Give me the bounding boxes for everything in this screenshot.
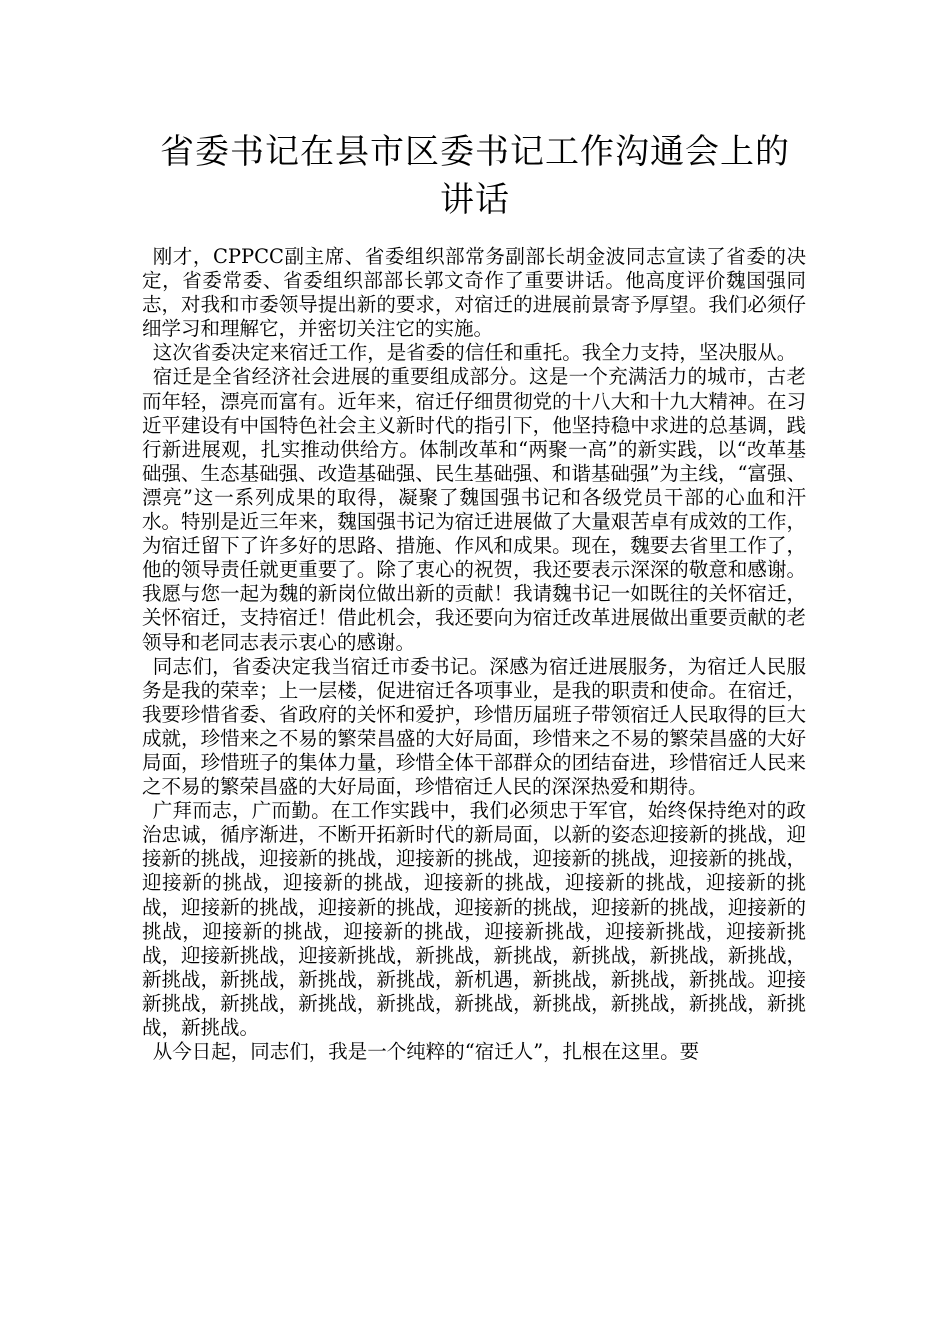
title-line-2: 讲话 [440,180,510,220]
paragraph: 刚才，CPPCC副主席、省委组织部常务副部长胡金波同志宣读了省委的决定，省委常委、省委组织部部长郭文奇作了重要讲话。他高度评价魏国强同志，对我和市委领导提出新的要求，对宿迁的进展前景寄予厚望。我们必须仔细学习和理解它，并密切关注它的实施。 [142,245,806,341]
document-body [142,245,806,1064]
paragraph: 宿迁是全省经济社会进展的重要组成部分。这是一个充满活力的城市，古老而年轻，漂亮而富有。近年来，宿迁仔细贯彻党的十八大和十九大精神。在习近平建设有中国特色社会主义新时代的指引下，他坚持稳中求进的总基调，践行新进展观，扎实推动供给方。体制改革和“两聚一高”的新实践，以“改革基础强、生态基础强、改造基础强、民生基础强、和谐基础强”为主线，“富强、漂亮”这一系列成果的取得，凝聚了魏国强书记和各级党员干部的心血和汗水。特别是近三年来，魏国强书记为宿迁进展做了大量艰苦卓有成效的工作，为宿迁留下了许多好的思路、措施、作风和成果。现在，魏要去省里工作了，他的领导责任就更重要了。除了衷心的祝贺，我还要表示深深的敬意和感谢。我愿与您一起为魏的新岗位做出新的贡献！我请魏书记一如既往的关怀宿迁，关怀宿迁，支持宿迁！借此机会，我还要向为宿迁改革进展做出重要贡献的老领导和老同志表示衷心的感谢。 [142,365,806,654]
paragraph: 广拜而志，广而勤。在工作实践中，我们必须忠于军官，始终保持绝对的政治忠诚，循序渐进，不断开拓新时代的新局面，以新的姿态迎接新的挑战，迎接新的挑战，迎接新的挑战，迎接新的挑战，迎接新的挑战，迎接新的挑战，迎接新的挑战，迎接新的挑战，迎接新的挑战，迎接新的挑战，迎接新的挑战，迎接新的挑战，迎接新的挑战，迎接新的挑战，迎接新的挑战，迎接新的挑战，迎接新的挑战，迎接新的挑战，迎接新挑战，迎接新挑战，迎接新挑战，迎接新挑战，迎接新挑战，新挑战，新挑战，新挑战，新挑战，新挑战，新挑战，新挑战，新挑战，新挑战，新机遇，新挑战，新挑战，新挑战。迎接新挑战，新挑战，新挑战，新挑战，新挑战，新挑战，新挑战，新挑战，新挑战，新挑战。 [142,799,806,1039]
paragraph: 同志们，省委决定我当宿迁市委书记。深感为宿迁进展服务，为宿迁人民服务是我的荣幸；上一层楼，促进宿迁各项事业，是我的职责和使命。在宿迁，我要珍惜省委、省政府的关怀和爱护，珍惜历届班子带领宿迁人民取得的巨大成就，珍惜来之不易的繁荣昌盛的大好局面，珍惜来之不易的繁荣昌盛的大好局面，珍惜班子的集体力量，珍惜全体干部群众的团结奋进，珍惜宿迁人民来之不易的繁荣昌盛的大好局面，珍惜宿迁人民的深深热爱和期待。 [142,654,806,799]
title-line-1: 省委书记在县市区委书记工作沟通会上的 [160,132,790,172]
document-title [120,128,830,224]
paragraph: 从今日起，同志们，我是一个纯粹的“宿迁人”，扎根在这里。要 [152,1040,700,1064]
paragraph: 这次省委决定来宿迁工作，是省委的信任和重托。我全力支持，坚决服从。 [152,341,797,365]
